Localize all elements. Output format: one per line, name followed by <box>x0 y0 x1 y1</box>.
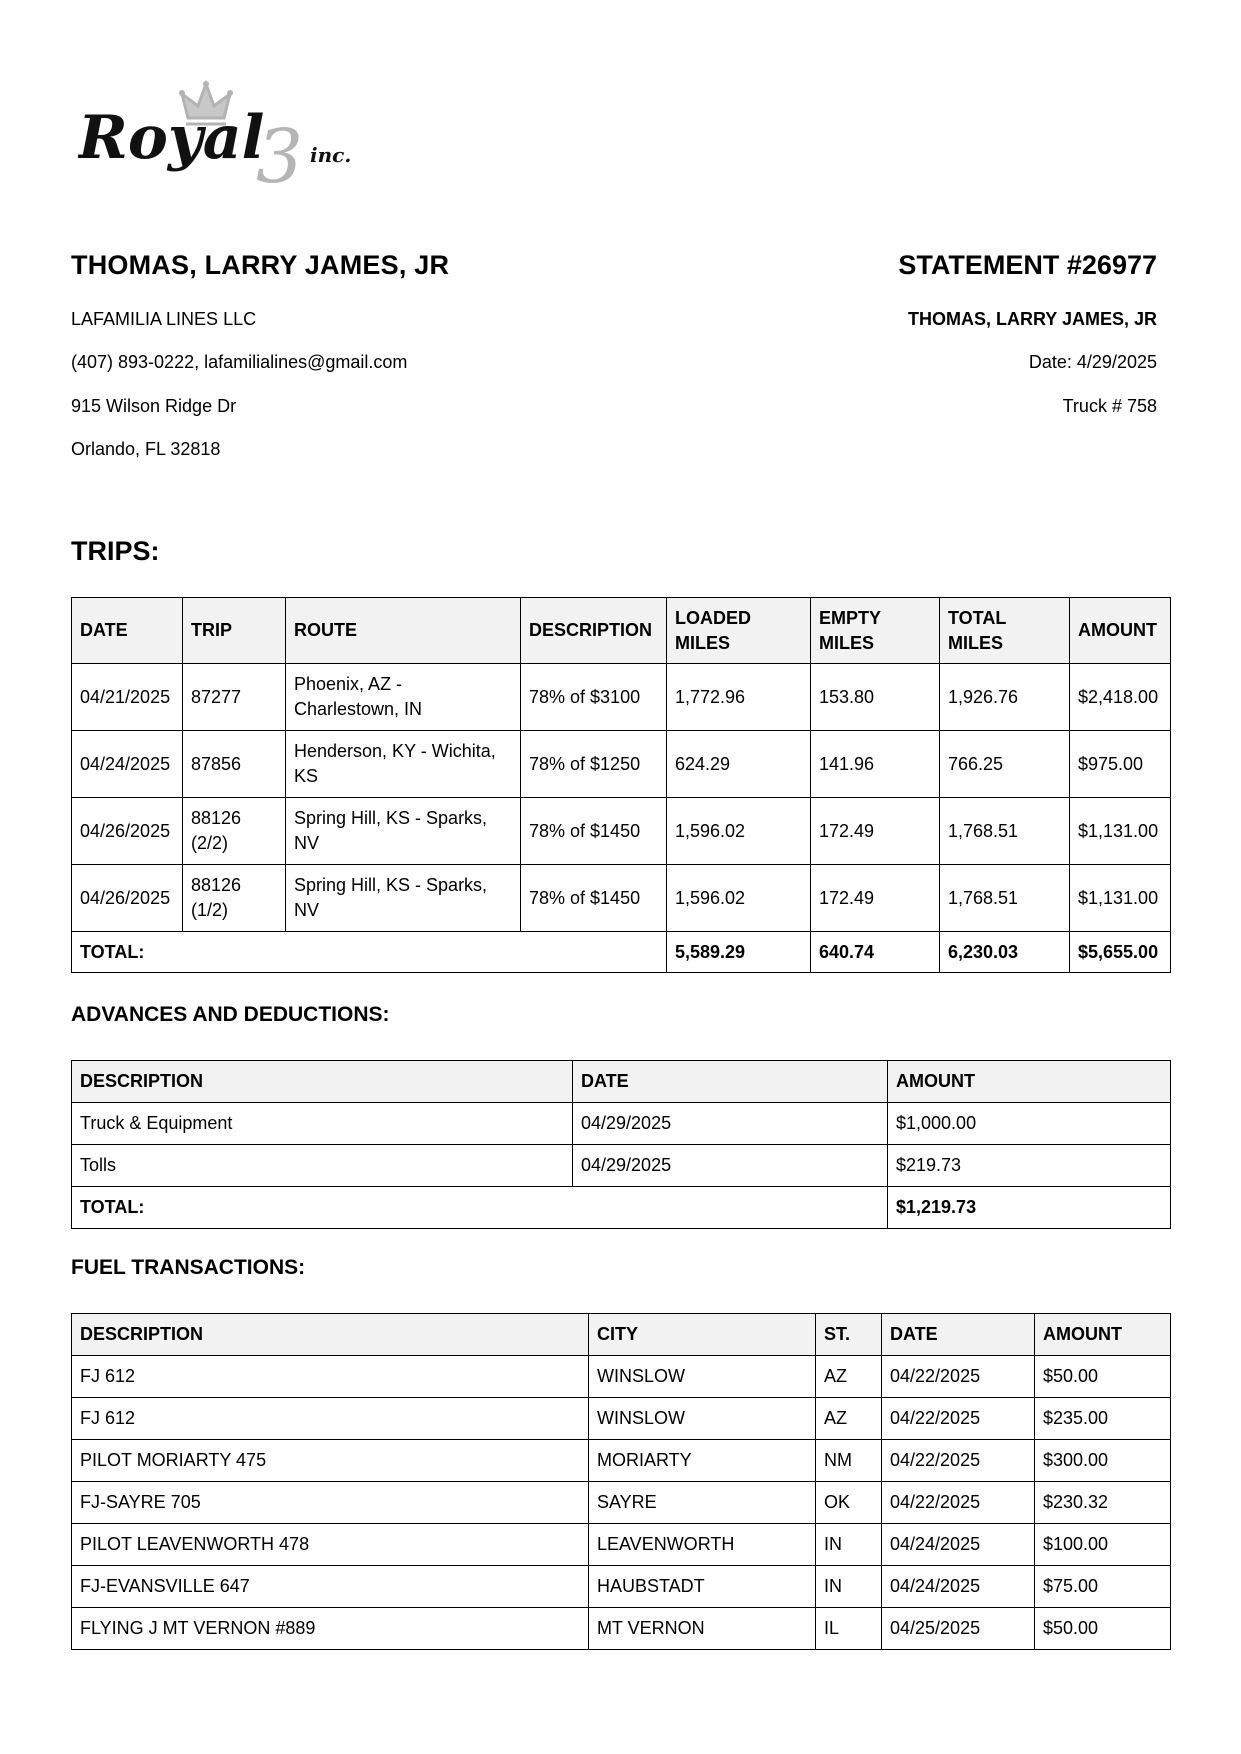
trip-description: 78% of $1250 <box>521 731 667 798</box>
deduction-amount: $1,000.00 <box>888 1103 1171 1145</box>
trips-total-label: TOTAL: <box>72 932 667 973</box>
deduction-description: Tolls <box>72 1145 573 1187</box>
table-row <box>72 1524 1171 1566</box>
table-row <box>72 1103 1171 1145</box>
fuel-city: HAUBSTADT <box>589 1566 816 1608</box>
royal-3-inc-logo <box>78 80 378 190</box>
trip-total-miles: 1,768.51 <box>940 798 1070 865</box>
fuel-description: PILOT MORIARTY 475 <box>72 1440 589 1482</box>
fuel-description: FJ-EVANSVILLE 647 <box>72 1566 589 1608</box>
trip-route: Spring Hill, KS - Sparks, NV <box>286 798 521 865</box>
table-row <box>72 1440 1171 1482</box>
svg-text:inc.: inc. <box>310 143 352 167</box>
contact-info: (407) 893-0222, lafamilialines@gmail.com <box>71 352 408 372</box>
fuel-header-row <box>72 1314 1171 1356</box>
fuel-date: 04/22/2025 <box>882 1356 1035 1398</box>
fuel-state: AZ <box>816 1398 882 1440</box>
deduction-amount: $219.73 <box>888 1145 1171 1187</box>
trip-empty-miles: 172.49 <box>811 798 940 865</box>
fuel-description: FLYING J MT VERNON #889 <box>72 1608 589 1650</box>
table-row <box>72 798 1171 865</box>
fuel-date: 04/22/2025 <box>882 1440 1035 1482</box>
statement-driver-name: THOMAS, LARRY JAMES, JR <box>907 309 1157 329</box>
col-date: DATE <box>72 598 183 664</box>
trip-amount: $975.00 <box>1070 731 1171 798</box>
table-row <box>72 1356 1171 1398</box>
col-total-miles: TOTAL MILES <box>940 598 1070 664</box>
trip-date: 04/24/2025 <box>72 731 183 798</box>
fuel-date: 04/22/2025 <box>882 1398 1035 1440</box>
trip-number: 88126 (2/2) <box>183 798 286 865</box>
trip-total-miles: 766.25 <box>940 731 1070 798</box>
deductions-total-row <box>72 1187 1171 1229</box>
truck-number: Truck # 758 <box>1062 396 1157 416</box>
col-date: DATE <box>882 1314 1035 1356</box>
fuel-date: 04/22/2025 <box>882 1482 1035 1524</box>
fuel-amount: $100.00 <box>1035 1524 1171 1566</box>
trip-total-miles: 1,768.51 <box>940 865 1070 932</box>
fuel-description: FJ 612 <box>72 1398 589 1440</box>
trips-total-loaded: 5,589.29 <box>667 932 811 973</box>
trips-table <box>71 597 1171 973</box>
fuel-date: 04/24/2025 <box>882 1566 1035 1608</box>
fuel-state: OK <box>816 1482 882 1524</box>
trips-total-miles: 6,230.03 <box>940 932 1070 973</box>
trips-header-row <box>72 598 1171 664</box>
fuel-city: MT VERNON <box>589 1608 816 1650</box>
trip-date: 04/26/2025 <box>72 798 183 865</box>
trip-number: 88126 (1/2) <box>183 865 286 932</box>
trip-route: Henderson, KY - Wichita, KS <box>286 731 521 798</box>
fuel-heading: FUEL TRANSACTIONS: <box>71 1256 306 1279</box>
fuel-amount: $230.32 <box>1035 1482 1171 1524</box>
fuel-city: SAYRE <box>589 1482 816 1524</box>
trip-loaded-miles: 1,596.02 <box>667 798 811 865</box>
col-loaded-miles: LOADED MILES <box>667 598 811 664</box>
fuel-date: 04/25/2025 <box>882 1608 1035 1650</box>
trip-description: 78% of $3100 <box>521 664 667 731</box>
trip-empty-miles: 153.80 <box>811 664 940 731</box>
trips-total-empty: 640.74 <box>811 932 940 973</box>
table-row <box>72 1398 1171 1440</box>
deductions-table <box>71 1060 1171 1229</box>
company-name: LAFAMILIA LINES LLC <box>71 309 257 329</box>
table-row <box>72 1145 1171 1187</box>
fuel-state: IN <box>816 1524 882 1566</box>
col-amount: AMOUNT <box>1035 1314 1171 1356</box>
fuel-state: NM <box>816 1440 882 1482</box>
fuel-description: FJ-SAYRE 705 <box>72 1482 589 1524</box>
col-route: ROUTE <box>286 598 521 664</box>
deduction-description: Truck & Equipment <box>72 1103 573 1145</box>
deductions-header-row <box>72 1061 1171 1103</box>
statement-title: STATEMENT #26977 <box>898 250 1157 280</box>
address-line-2: Orlando, FL 32818 <box>71 439 221 459</box>
table-row <box>72 1566 1171 1608</box>
fuel-amount: $50.00 <box>1035 1608 1171 1650</box>
fuel-state: IN <box>816 1566 882 1608</box>
col-description: DESCRIPTION <box>72 1314 589 1356</box>
fuel-amount: $50.00 <box>1035 1356 1171 1398</box>
trip-empty-miles: 141.96 <box>811 731 940 798</box>
col-amount: AMOUNT <box>1070 598 1171 664</box>
fuel-state: IL <box>816 1608 882 1650</box>
deductions-total-amount: $1,219.73 <box>888 1187 1171 1229</box>
fuel-amount: $235.00 <box>1035 1398 1171 1440</box>
trip-number: 87277 <box>183 664 286 731</box>
driver-name-heading: THOMAS, LARRY JAMES, JR <box>71 250 450 280</box>
fuel-amount: $75.00 <box>1035 1566 1171 1608</box>
trip-number: 87856 <box>183 731 286 798</box>
fuel-city: WINSLOW <box>589 1356 816 1398</box>
trip-description: 78% of $1450 <box>521 865 667 932</box>
fuel-description: PILOT LEAVENWORTH 478 <box>72 1524 589 1566</box>
table-row <box>72 731 1171 798</box>
trip-amount: $1,131.00 <box>1070 798 1171 865</box>
col-date: DATE <box>573 1061 888 1103</box>
fuel-date: 04/24/2025 <box>882 1524 1035 1566</box>
fuel-state: AZ <box>816 1356 882 1398</box>
table-row <box>72 1482 1171 1524</box>
table-row <box>72 664 1171 731</box>
statement-date: Date: 4/29/2025 <box>1028 352 1157 372</box>
fuel-city: LEAVENWORTH <box>589 1524 816 1566</box>
trip-loaded-miles: 624.29 <box>667 731 811 798</box>
fuel-table <box>71 1313 1171 1650</box>
table-row <box>72 1608 1171 1650</box>
col-city: CITY <box>589 1314 816 1356</box>
trip-loaded-miles: 1,772.96 <box>667 664 811 731</box>
svg-text:3: 3 <box>256 114 304 190</box>
trips-total-row <box>72 932 1171 973</box>
trips-total-amount: $5,655.00 <box>1070 932 1171 973</box>
table-row <box>72 865 1171 932</box>
trip-date: 04/26/2025 <box>72 865 183 932</box>
fuel-description: FJ 612 <box>72 1356 589 1398</box>
col-empty-miles: EMPTY MILES <box>811 598 940 664</box>
fuel-amount: $300.00 <box>1035 1440 1171 1482</box>
address-line-1: 915 Wilson Ridge Dr <box>71 396 237 416</box>
col-description: DESCRIPTION <box>72 1061 573 1103</box>
svg-text:Royal: Royal <box>78 103 265 173</box>
trip-empty-miles: 172.49 <box>811 865 940 932</box>
trip-total-miles: 1,926.76 <box>940 664 1070 731</box>
fuel-city: MORIARTY <box>589 1440 816 1482</box>
trip-route: Phoenix, AZ - Charlestown, IN <box>286 664 521 731</box>
trips-heading: TRIPS: <box>71 536 160 566</box>
trip-date: 04/21/2025 <box>72 664 183 731</box>
trip-route: Spring Hill, KS - Sparks, NV <box>286 865 521 932</box>
deduction-date: 04/29/2025 <box>573 1145 888 1187</box>
trip-loaded-miles: 1,596.02 <box>667 865 811 932</box>
col-amount: AMOUNT <box>888 1061 1171 1103</box>
col-description: DESCRIPTION <box>521 598 667 664</box>
col-state: ST. <box>816 1314 882 1356</box>
trip-amount: $1,131.00 <box>1070 865 1171 932</box>
deductions-heading: ADVANCES AND DEDUCTIONS: <box>71 1003 390 1026</box>
trip-amount: $2,418.00 <box>1070 664 1171 731</box>
trip-description: 78% of $1450 <box>521 798 667 865</box>
col-trip: TRIP <box>183 598 286 664</box>
fuel-city: WINSLOW <box>589 1398 816 1440</box>
deduction-date: 04/29/2025 <box>573 1103 888 1145</box>
deductions-total-label: TOTAL: <box>72 1187 888 1229</box>
